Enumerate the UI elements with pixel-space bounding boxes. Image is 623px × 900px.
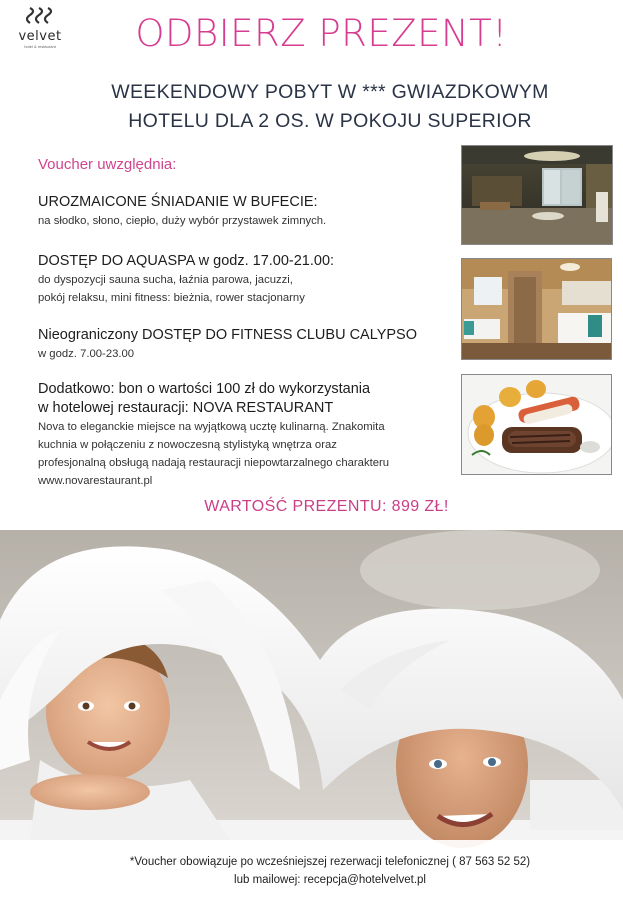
section-restaurant — [38, 380, 468, 490]
footer-email: lub mailowej: recepcja@hotelvelvet.pl — [234, 874, 426, 886]
section-text: na słodko, słono, ciepło, duży wybór przystawek zimnych. — [38, 215, 327, 227]
section-heading: w hotelowej restauracji: NOVA RESTAURANT — [38, 400, 334, 416]
page-title: ODBIERZ PREZENT! — [135, 12, 508, 55]
voucher-includes-label: Voucher uwzględnia: — [38, 156, 177, 173]
section-text: do dyspozycji sauna sucha, łaźnia parowa, jacuzzi, — [38, 274, 293, 286]
section-fitness — [38, 326, 450, 363]
restaurant-dish-photo — [461, 374, 612, 475]
gift-value: WARTOŚĆ PREZENTU: 899 ZŁ! — [204, 498, 449, 515]
restaurant-link[interactable]: www.novarestaurant.pl — [38, 475, 153, 487]
logo-name: velvet — [18, 29, 62, 44]
section-text: pokój relaksu, mini fitness: bieżnia, rower stacjonarny — [38, 292, 305, 304]
section-text: kuchnia w połączeniu z nowoczesną stylistyką wnętrza oraz — [38, 439, 337, 451]
footer-note: *Voucher obowiązuje po wcześniejszej rezerwacji telefonicznej ( 87 563 52 52) — [129, 856, 531, 868]
section-breakfast — [38, 193, 450, 230]
section-text: w godz. 7.00-23.00 — [38, 348, 135, 360]
subtitle-line: WEEKENDOWY POBYT W *** GWIAZDKOWYM — [111, 81, 549, 103]
section-heading: DOSTĘP DO AQUASPA w godz. 17.00-21.00: — [38, 253, 335, 269]
logo-tagline: hotel & restaurant — [24, 44, 56, 49]
hotel-lobby-photo — [461, 145, 613, 245]
section-aquaspa — [38, 252, 450, 307]
section-text: Nova to eleganckie miejsce na wyjątkową ucztę kulinarną. Znakomita — [38, 421, 385, 433]
hotel-room-photo — [461, 258, 612, 360]
offer-subtitle — [60, 78, 600, 136]
subtitle-line: HOTELU DLA 2 OS. W POKOJU SUPERIOR — [128, 110, 532, 132]
section-heading: Dodatkowo: bon o wartości 100 zł do wykorzystania — [38, 381, 371, 397]
father-and-son-under-duvet-photo — [0, 530, 623, 900]
section-heading: UROZMAICONE ŚNIADANIE W BUFECIE: — [38, 194, 318, 210]
section-text: profesjonalną obsługą nadają restauracji niepowtarzalnego charakteru — [38, 457, 390, 469]
section-heading: Nieograniczony DOSTĘP DO FITNESS CLUBU CALYPSO — [38, 327, 417, 343]
